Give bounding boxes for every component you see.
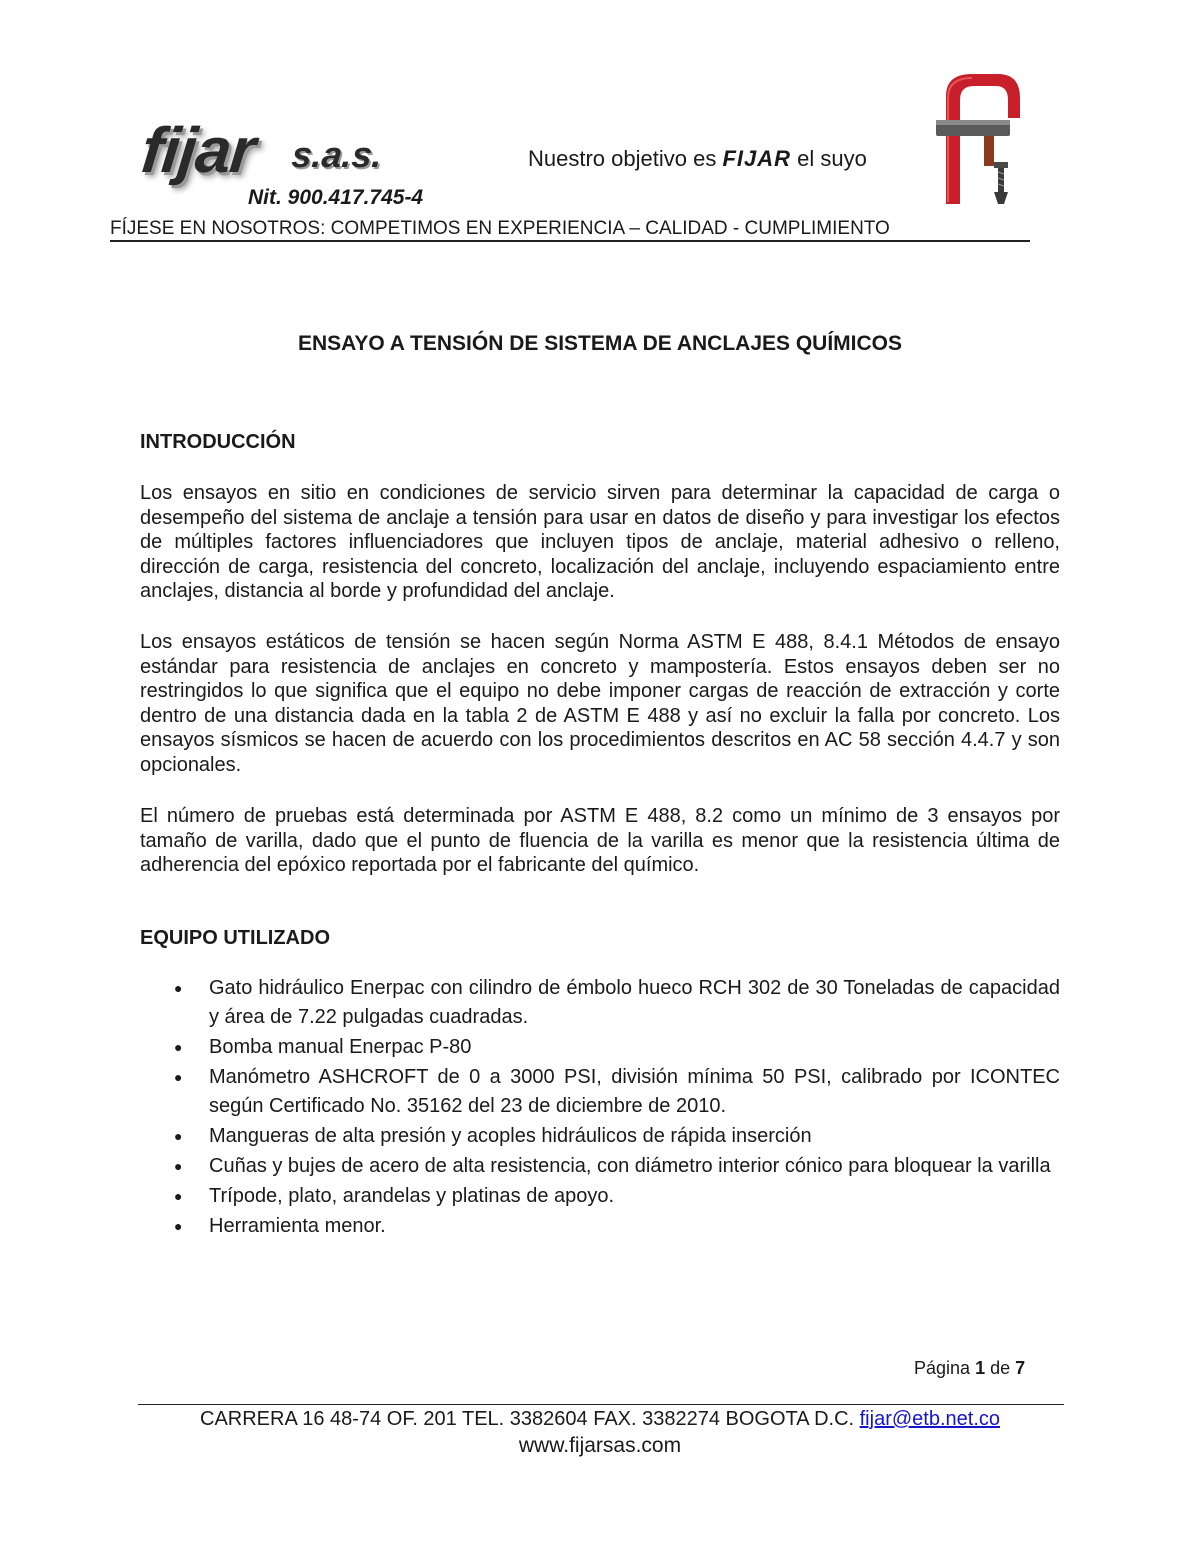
- list-item: [140, 1182, 1060, 1211]
- company-logo-wordmark: fijar: [138, 114, 259, 186]
- company-tagline: FÍJESE EN NOSOTROS: COMPETIMOS EN EXPERIENCIA – CALIDAD - CUMPLIMIENTO: [110, 218, 890, 239]
- header-divider: [110, 240, 1030, 242]
- page-total: 7: [1015, 1358, 1026, 1378]
- section-heading-equipo-utilizado: EQUIPO UTILIZADO: [140, 927, 330, 949]
- list-item-text: Trípode, plato, arandelas y platinas de apoyo.: [209, 1185, 615, 1207]
- footer-email-link[interactable]: fijar@etb.net.co: [859, 1408, 1000, 1430]
- page-current: 1: [975, 1358, 986, 1378]
- section-heading-introduccion: INTRODUCCIÓN: [140, 431, 296, 453]
- list-item-text: Cuñas y bujes de acero de alta resistencia, con diámetro interior cónico para bloquear la varilla: [209, 1155, 1051, 1177]
- footer-address-text: CARRERA 16 48-74 OF. 201 TEL. 3382604 FAX. 3382274 BOGOTA D.C.: [200, 1408, 860, 1430]
- page-of: de: [985, 1358, 1016, 1378]
- bullet-icon: ●: [174, 980, 183, 996]
- company-nit: Nit. 900.417.745-4: [248, 186, 424, 209]
- list-item-text: Gato hidráulico Enerpac con cilindro de émbolo hueco RCH 302 de 30 Toneladas de capacidad y área de 7.22 pulgadas cuadradas.: [209, 977, 1060, 1028]
- equipment-list: [140, 974, 1060, 1242]
- list-item: [140, 974, 1060, 1032]
- list-item: [140, 1152, 1060, 1181]
- bullet-icon: ●: [174, 1069, 183, 1085]
- list-item-text: Herramienta menor.: [209, 1215, 386, 1237]
- list-item: [140, 1033, 1060, 1062]
- footer-divider: [138, 1404, 1064, 1405]
- document-title: ENSAYO A TENSIÓN DE SISTEMA DE ANCLAJES QUÍMICOS: [297, 332, 903, 355]
- bullet-icon: ●: [174, 1218, 183, 1234]
- list-item-text: Bomba manual Enerpac P-80: [209, 1036, 472, 1058]
- list-item: [140, 1063, 1060, 1121]
- list-item: [140, 1122, 1060, 1151]
- intro-paragraph: Los ensayos estáticos de tensión se hacen según Norma ASTM E 488, 8.4.1 Métodos de ensayo estándar para resistencia de anclajes en concreto y mampostería. Estos ensayos deben ser no restringidos lo que significa que el equipo no debe imponer cargas de reacción de extracción y corte dentro de una distancia dada en la tabla 2 de ASTM E 488 y así no excluir la falla por concreto. Los ensayos sísmicos se hacen de acuerdo con los procedimientos descritos en AC 58 sección 4.4.7 y son opcionales.: [140, 631, 1060, 776]
- footer-website[interactable]: www.fijarsas.com: [518, 1434, 682, 1457]
- bullet-icon: ●: [174, 1128, 183, 1144]
- page-label: Página: [914, 1358, 976, 1378]
- company-logo-suffix: s.a.s.: [289, 134, 385, 175]
- slogan-prefix: Nuestro objetivo es: [528, 146, 723, 171]
- hammer-clamp-logo-icon: [928, 66, 1028, 208]
- intro-paragraph: El número de pruebas está determinada por ASTM E 488, 8.2 como un mínimo de 3 ensayos por tamaño de varilla, dado que el punto de fluencia de la varilla es menor que la resistencia última de adherencia del epóxico reportada por el fabricante del químico.: [140, 805, 1060, 877]
- bullet-icon: ●: [174, 1188, 183, 1204]
- page-number: [914, 1358, 1025, 1379]
- bullet-icon: ●: [174, 1039, 183, 1055]
- footer-address: [0, 1408, 1200, 1431]
- intro-paragraph: Los ensayos en sitio en condiciones de servicio sirven para determinar la capacidad de carga o desempeño del sistema de anclaje a tensión para usar en datos de diseño y para investigar los efectos de múltiples factores influenciadores que incluyen tipos de anclaje, material adhesivo o relleno, dirección de carga, resistencia del concreto, localización del anclaje, incluyendo espaciamiento entre anclajes, distancia al borde y profundidad del anclaje.: [140, 482, 1060, 603]
- list-item-text: Manómetro ASHCROFT de 0 a 3000 PSI, división mínima 50 PSI, calibrado por ICONTEC según Certificado No. 35162 del 23 de diciembre de 2010.: [209, 1066, 1060, 1117]
- company-slogan: [528, 146, 867, 172]
- bullet-icon: ●: [174, 1158, 183, 1174]
- list-item-text: Mangueras de alta presión y acoples hidráulicos de rápida inserción: [209, 1125, 812, 1147]
- list-item: [140, 1212, 1060, 1241]
- slogan-suffix: el suyo: [791, 146, 867, 171]
- slogan-brand: FIJAR: [722, 146, 791, 171]
